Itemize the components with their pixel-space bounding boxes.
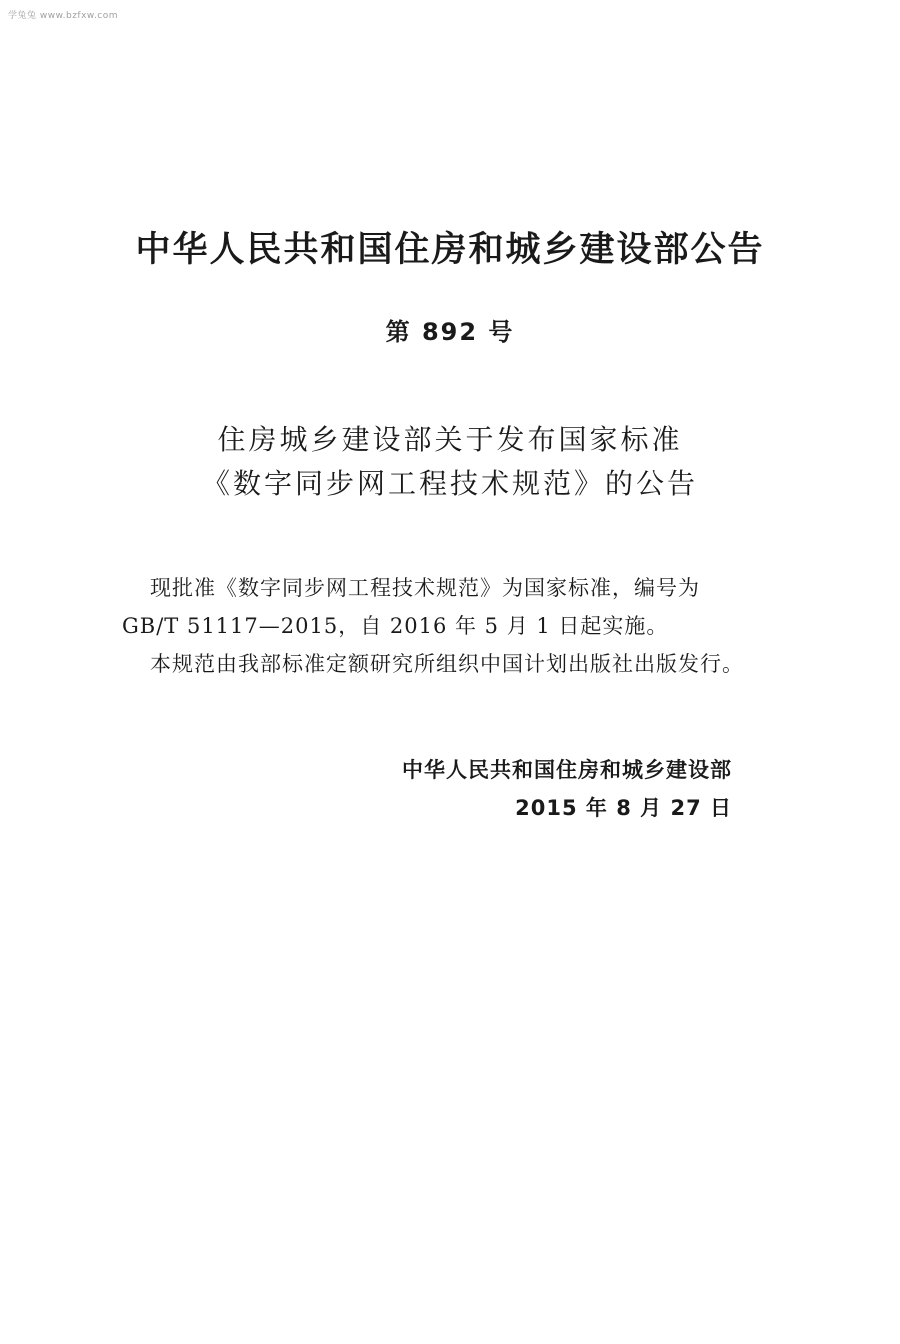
announcement-title: 中华人民共和国住房和城乡建设部公告 [135,230,765,270]
signature-date: 2015 年 8 月 27 日 [515,796,732,820]
body-line-1: 现批准《数字同步网工程技术规范》为国家标准，编号为 [150,576,700,600]
signature-organization: 中华人民共和国住房和城乡建设部 [402,758,732,782]
subtitle-line-1: 住房城乡建设部关于发布国家标准 [217,423,683,456]
body-line-3: 本规范由我部标准定额研究所组织中国计划出版社出版发行。 [150,652,744,676]
watermark-text: 学兔兔 www.bzfxw.com [8,11,119,21]
subtitle-line-2: 《数字同步网工程技术规范》的公告 [201,467,698,500]
body-line-2: GB/T 51117—2015，自 2016 年 5 月 1 日起实施。 [122,614,669,638]
announcement-number: 第 892 号 [385,318,515,346]
